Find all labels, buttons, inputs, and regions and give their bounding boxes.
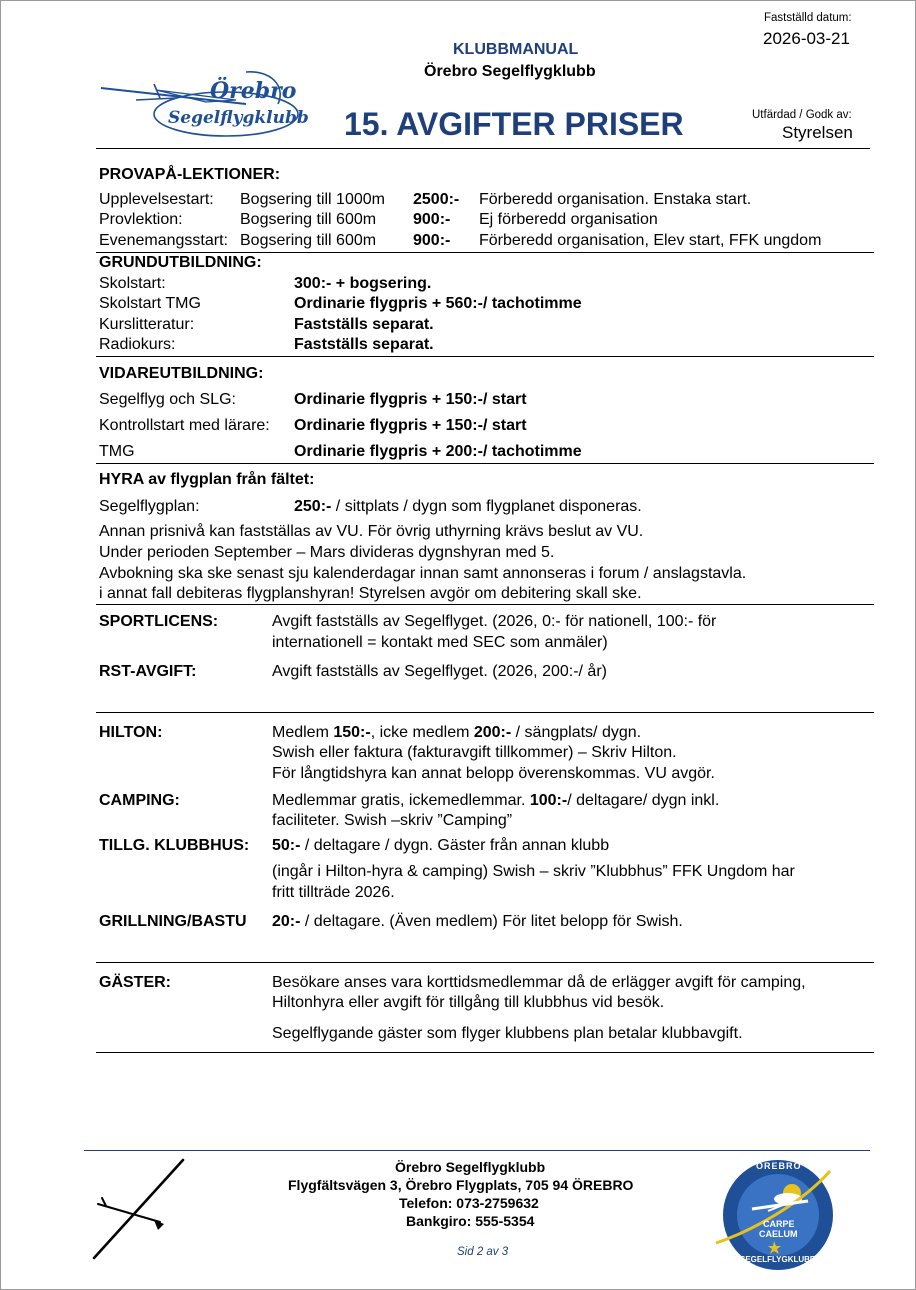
camping-text: / deltagare/ dygn inkl. — [567, 792, 720, 809]
grund-value: Fastställs separat. — [294, 336, 434, 353]
divider — [96, 252, 874, 253]
camping-title: CAMPING: — [99, 792, 180, 809]
hilton-line: För långtidshyra kan annat belopp överenskommas. VU avgör. — [272, 765, 715, 782]
rst-line: Avgift fastställs av Segelflyget. (2026, 200:-/ år) — [272, 663, 607, 680]
provapa-note: Förberedd organisation, Elev start, FFK ungdom — [479, 232, 822, 249]
provapa-desc: Bogsering till 1000m — [240, 191, 385, 208]
divider — [96, 604, 874, 605]
grund-value: Ordinarie flygpris + 560:-/ tachotimme — [294, 295, 582, 312]
club-badge — [712, 1153, 838, 1275]
manual-label: KLUBBMANUAL — [453, 41, 579, 58]
logo-text-club: Segelflygklubb — [168, 108, 309, 128]
camping-line: faciliteter. Swish –skriv ”Camping” — [272, 812, 513, 829]
glider-icon — [90, 1158, 190, 1262]
grund-name: Kurslitteratur: — [99, 316, 195, 333]
grill-price: 20:- — [272, 913, 301, 930]
hilton-title: HILTON: — [99, 724, 163, 741]
issuer-label: Utfärdad / Godk av: — [752, 109, 852, 121]
hilton-line: Swish eller faktura (fakturavgift tillkommer) – Skriv Hilton. — [272, 744, 677, 761]
issuer-value: Styrelsen — [782, 123, 853, 142]
hyra-price-rest: / sittplats / dygn som flygplanet disponeras. — [331, 498, 642, 515]
page-number: Sid 2 av 3 — [457, 1246, 509, 1258]
hyra-text-line: Avbokning ska ske senast sju kalenderdagar innan samt annonseras i forum / anslagstavla. — [99, 565, 747, 582]
gaster-line: Besökare anses vara korttidsmedlemmar då de erlägger avgift för camping, — [272, 974, 806, 991]
vidare-value: Ordinarie flygpris + 150:-/ start — [294, 391, 527, 408]
footer-divider — [84, 1150, 870, 1151]
sportlicens-line: internationell = kontakt med SEC som anmäler) — [272, 634, 608, 651]
grund-name: Radiokurs: — [99, 336, 176, 353]
klubbhus-line — [272, 837, 609, 855]
vidare-value: Ordinarie flygpris + 150:-/ start — [294, 417, 527, 434]
logo-text-orebro: Örebro — [210, 78, 297, 104]
page-title: 15. AVGIFTER PRISER — [344, 106, 684, 142]
provapa-price: 2500:- — [413, 191, 460, 208]
gaster-line: Segelflygande gäster som flyger klubbens plan betalar klubbavgift. — [272, 1025, 743, 1042]
camping-line — [272, 792, 719, 810]
badge-text-caelum: CAELUM — [759, 1229, 798, 1239]
badge-text-bottom: SEGELFLYGKLUBB — [740, 1255, 816, 1264]
vidare-value: Ordinarie flygpris + 200:-/ tachotimme — [294, 443, 582, 460]
hilton-text: Medlem — [272, 724, 334, 741]
date-label: Fastställd datum: — [764, 12, 852, 24]
klubbhus-line: fritt tillträde 2026. — [272, 884, 395, 901]
provapa-name: Evenemangsstart: — [99, 232, 228, 249]
provapa-desc: Bogsering till 600m — [240, 232, 377, 249]
rst-title: RST-AVGIFT: — [99, 663, 197, 680]
provapa-desc: Bogsering till 600m — [240, 211, 377, 228]
grund-value: 300:- + bogsering. — [294, 275, 432, 292]
hyra-text-line: Under perioden September – Mars divideras dygnshyran med 5. — [99, 544, 555, 561]
glider-logo-icon — [96, 64, 306, 144]
date-value: 2026-03-21 — [763, 29, 850, 48]
club-name: Örebro Segelflygklubb — [424, 63, 596, 80]
badge-text-carpe: CARPE — [763, 1219, 795, 1229]
header-divider — [96, 148, 870, 149]
provapa-price: 900:- — [413, 211, 451, 228]
divider — [96, 962, 874, 963]
footer-phone: Telefon: 073-2759632 — [399, 1195, 539, 1211]
hyra-text-line: Annan prisnivå kan fastställas av VU. För övrig uthyrning krävs beslut av VU. — [99, 523, 644, 540]
provapa-name: Upplevelsestart: — [99, 191, 214, 208]
footer-club-name: Örebro Segelflygklubb — [395, 1159, 546, 1175]
provapa-title: PROVAPÅ-LEKTIONER: — [99, 166, 281, 183]
klubbhus-line: (ingår i Hilton-hyra & camping) Swish – skriv ”Klubbhus” FFK Ungdom har — [272, 863, 795, 880]
grill-text: / deltagare. (Även medlem) För litet belopp för Swish. — [300, 913, 683, 930]
hilton-price-member: 150:- — [333, 724, 371, 741]
grill-line — [272, 913, 683, 931]
vidare-name: Kontrollstart med lärare: — [99, 417, 270, 434]
hyra-price-line — [294, 498, 642, 516]
klubbhus-price: 50:- — [272, 837, 301, 854]
provapa-price: 900:- — [413, 232, 451, 249]
klubbhus-title: TILLG. KLUBBHUS: — [99, 837, 250, 854]
vidare-name: Segelflyg och SLG: — [99, 391, 236, 408]
footer-bankgiro: Bankgiro: 555-5354 — [406, 1213, 535, 1229]
provapa-name: Provlektion: — [99, 211, 183, 228]
grund-name: Skolstart TMG — [99, 295, 201, 312]
hyra-price: 250:- — [294, 498, 332, 515]
hilton-text: / sängplats/ dygn. — [511, 724, 642, 741]
hyra-text-line: i annat fall debiteras flygplanshyran! Styrelsen avgör om debitering skall ske. — [99, 585, 642, 602]
vidare-title: VIDAREUTBILDNING: — [99, 365, 264, 382]
grill-title: GRILLNING/BASTU — [99, 913, 247, 930]
club-logo — [96, 64, 309, 144]
divider — [96, 1052, 874, 1053]
gaster-title: GÄSTER: — [99, 974, 171, 991]
badge-text-top: ÖREBRO — [756, 1161, 802, 1171]
divider — [96, 356, 874, 357]
footer-address: Flygfältsvägen 3, Örebro Flygplats, 705 94 ÖREBRO — [288, 1177, 634, 1193]
sportlicens-line: Avgift fastställs av Segelflyget. (2026, 0:- för nationell, 100:- för — [272, 613, 717, 630]
grund-value: Fastställs separat. — [294, 316, 434, 333]
divider — [96, 463, 874, 464]
hyra-title: HYRA av flygplan från fältet: — [99, 471, 315, 488]
provapa-note: Förberedd organisation. Enstaka start. — [479, 191, 752, 208]
hyra-name: Segelflygplan: — [99, 498, 200, 515]
hilton-price-nonmember: 200:- — [473, 724, 512, 741]
divider — [96, 712, 874, 713]
sportlicens-title: SPORTLICENS: — [99, 613, 219, 630]
hilton-text: , icke medlem — [370, 724, 474, 741]
gaster-line: Hiltonhyra eller avgift för tillgång till klubbhus vid besök. — [272, 994, 665, 1011]
grund-title: GRUNDUTBILDNING: — [99, 254, 262, 271]
provapa-note: Ej förberedd organisation — [479, 211, 658, 228]
hilton-line — [272, 724, 641, 742]
vidare-name: TMG — [99, 443, 135, 460]
klubbhus-text: / deltagare / dygn. Gäster från annan klubb — [300, 837, 610, 854]
provapa-row — [99, 191, 214, 209]
camping-text: Medlemmar gratis, ickemedlemmar. — [272, 792, 530, 809]
grund-name: Skolstart: — [99, 275, 166, 292]
camping-price: 100:- — [529, 792, 568, 809]
